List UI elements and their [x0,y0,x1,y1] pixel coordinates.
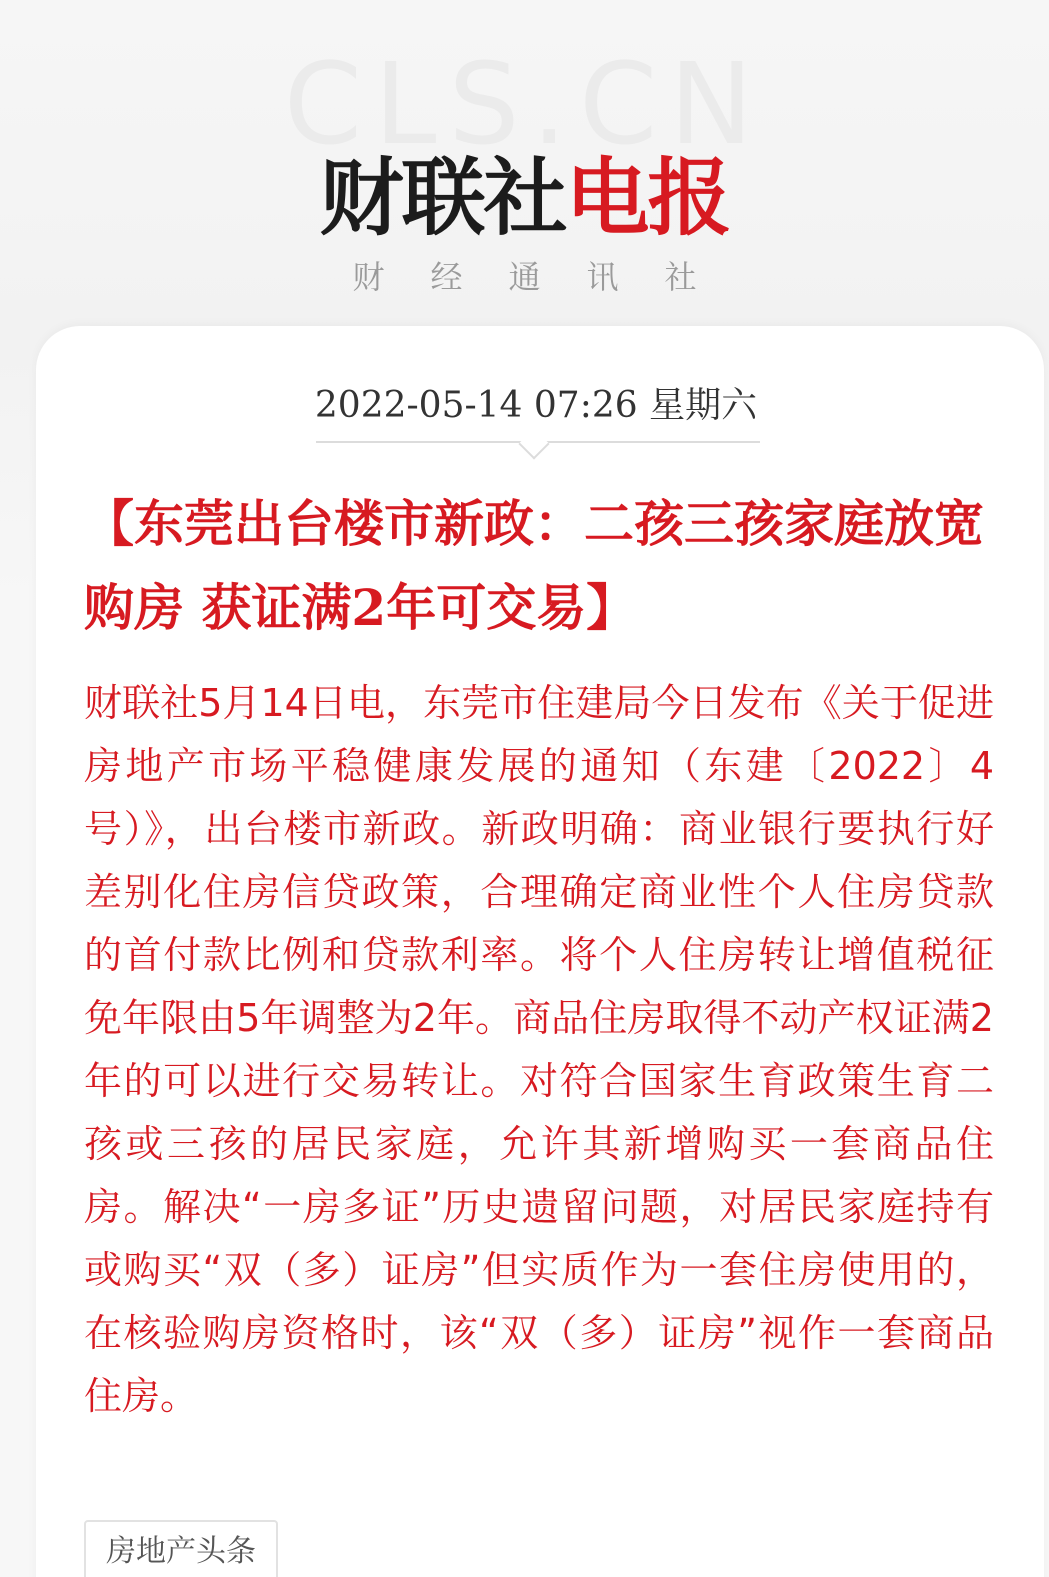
article-body: 财联社5月14日电，东莞市住建局今日发布《关于促进房地产市场平稳健康发展的通知（东建〔2022〕4号）》，出台楼市新政。新政明确：商业银行要执行好差别化住房信贷政策，合理确定商业性个人住房贷款的首付款比例和贷款利率。将个人住房转让增值税征免年限由5年调整为2年。商品住房取得不动产权证满2年的可以进行交易转让。对符合国家生育政策生育二孩或三孩的居民家庭，允许其新增购买一套商品住房。解决“一房多证”历史遗留问题，对居民家庭持有或购买“双（多）证房”但实质作为一套住房使用的，在核验购房资格时，该“双（多）证房”视作一套商品住房。 [84,681,994,1418]
topic-tag[interactable]: 房地产头条 [84,1520,278,1577]
watermark-logo: CLS.CN [283,40,766,170]
brand-name: 财联社 [319,149,566,247]
article-headline: 【东莞出台楼市新政：二孩三孩家庭放宽购房 获证满2年可交易】 [84,494,984,637]
brand-product: 电报 [565,149,730,247]
brand-tagline: 财经通讯社 [352,258,743,296]
brand-logo [0,148,1049,248]
article-datetime: 2022-05-14 07:26 星期六 [314,385,758,426]
